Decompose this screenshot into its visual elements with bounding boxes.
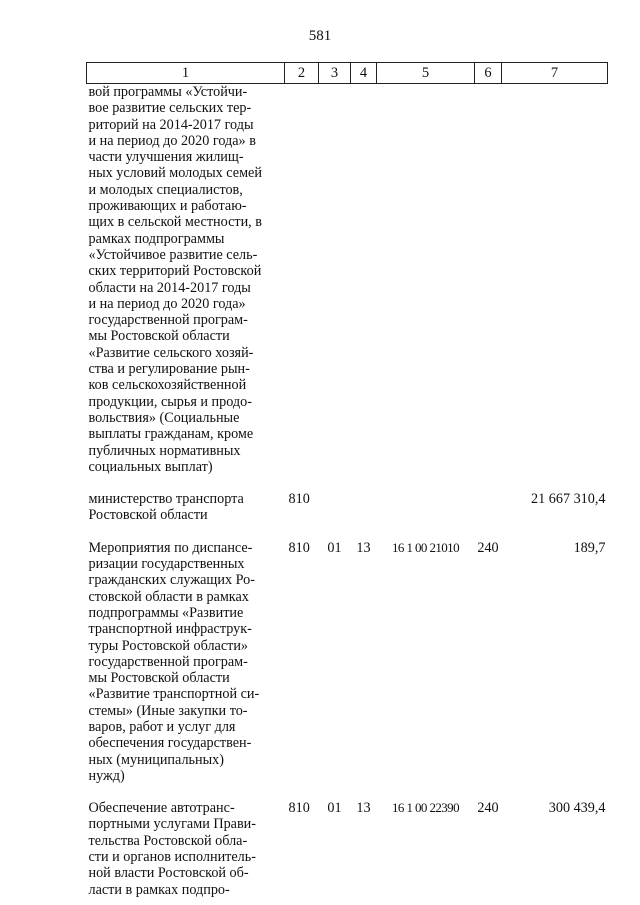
row-subsection-code: 13 <box>356 539 371 556</box>
row-amount: 21 667 310,4 <box>531 491 606 508</box>
table-header-row <box>87 63 608 84</box>
row-amount <box>502 84 608 476</box>
column-header-3: 3 <box>319 63 351 84</box>
row-target-article <box>377 475 475 524</box>
row-subsection-code <box>351 84 377 476</box>
row-expense-type: 240 <box>477 539 499 556</box>
row-amount: 189,7 <box>573 539 606 556</box>
row-section-code <box>319 84 351 476</box>
column-header-6: 6 <box>475 63 502 84</box>
budget-table <box>86 62 608 898</box>
row-ministry-code: 810 <box>288 539 310 556</box>
column-header-2: 2 <box>285 63 319 84</box>
row-ministry-code <box>285 84 319 476</box>
row-description: Обеспечение автотранс- портными услугами Прави- тельства Ростовской обла- сти и органов исполнитель- ной власти Ростовской об- ласти в рамках подпро- <box>88 800 256 898</box>
page-number: 581 <box>308 28 332 44</box>
row-expense-type: 240 <box>477 800 499 817</box>
row-ministry-code: 810 <box>288 800 310 817</box>
table-row <box>87 524 608 784</box>
row-amount: 300 439,4 <box>548 800 606 817</box>
row-ministry-code: 810 <box>288 491 310 508</box>
row-description: вой программы «Устойчи- вое развитие сельских тер- риторий на 2014-2017 годы и на период до 2020 года» в части улучшения жилищ- ных условий молодых семей и молодых специалистов, проживающих и работаю- щих в сельской местности, в рамках подпрограммы «Устойчивое развитие сель- ских территорий Ростовской области на 2014-2017 годы и на период до 2020 года» государственной програм- мы Ростовской области «Развитие сельского хозяй- ства и регулирование рын- ков сельскохозяйственной продукции, сырья и продо- вольствия» (Социальные выплаты гражданам, кроме публичных нормативных социальных выплат) <box>88 84 262 475</box>
column-header-7: 7 <box>502 63 608 84</box>
row-section-code: 01 <box>327 800 342 817</box>
row-target-article: 16 1 00 22390 <box>392 800 459 816</box>
column-header-5: 5 <box>377 63 475 84</box>
table-row <box>87 475 608 524</box>
row-expense-type <box>475 84 502 476</box>
column-header-4: 4 <box>351 63 377 84</box>
row-description: Мероприятия по диспансе- ризации государственных гражданских служащих Ро- стовской области в рамках подпрограммы «Развитие транспортной инфраструк- туры Ростовской области» государственной програм- мы Ростовской области «Развитие транспортной си- стемы» (Иные закупки то- варов, работ и услуг для обеспечения государствен- ных (муниципальных) нужд) <box>88 539 260 784</box>
table-row <box>87 784 608 898</box>
row-subsection-code: 13 <box>356 800 371 817</box>
table-row <box>87 84 608 476</box>
row-expense-type <box>475 475 502 524</box>
row-section-code: 01 <box>327 539 342 556</box>
column-header-1: 1 <box>87 63 285 84</box>
row-target-article <box>377 84 475 476</box>
row-description: министерство транспорта Ростовской области <box>88 491 244 524</box>
row-target-article: 16 1 00 21010 <box>392 539 459 555</box>
row-subsection-code <box>351 475 377 524</box>
row-section-code <box>319 475 351 524</box>
